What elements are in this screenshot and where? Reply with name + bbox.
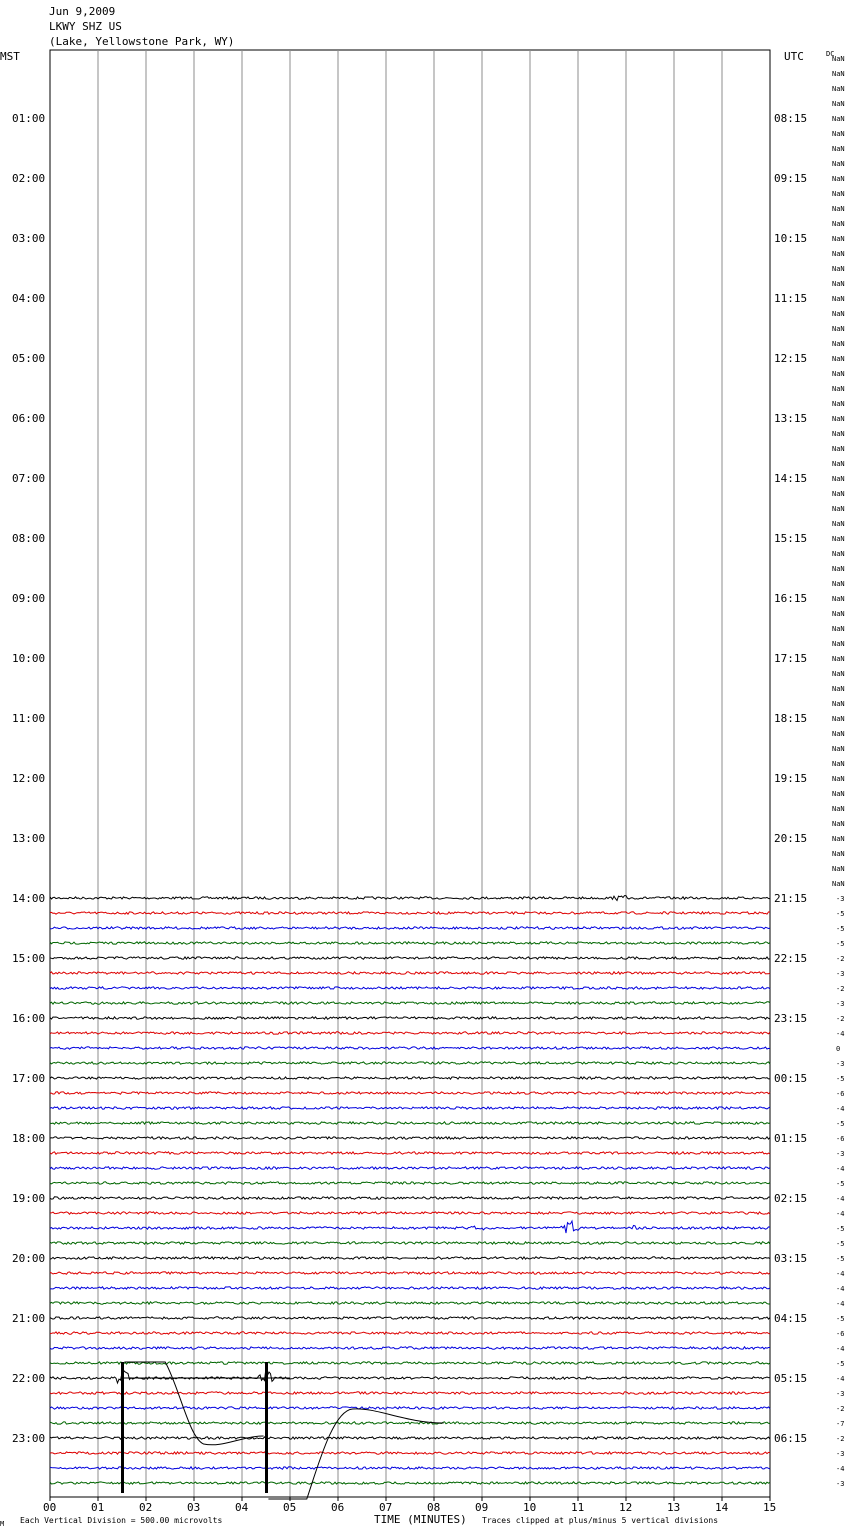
plot-frame	[50, 50, 770, 1497]
seismogram-trace	[50, 1212, 770, 1214]
left-hour-label: 04:00	[12, 292, 46, 305]
dc-offset-value: -3	[836, 1000, 845, 1008]
right-timezone-label: UTC	[784, 50, 804, 63]
dc-offset-value: NaN	[832, 235, 845, 243]
dc-offset-value: -6	[836, 1090, 845, 1098]
left-hour-label: 23:00	[12, 1432, 46, 1445]
x-tick-label: 15	[763, 1501, 777, 1514]
dc-offset-value: -5	[836, 925, 845, 933]
dc-offset-labels	[832, 55, 845, 1488]
left-hour-label: 18:00	[12, 1132, 46, 1145]
left-hour-labels	[12, 112, 45, 1445]
left-hour-label: 08:00	[12, 532, 46, 545]
seismogram-trace	[50, 1317, 770, 1319]
minute-grid	[98, 50, 722, 1497]
dc-offset-value: NaN	[832, 805, 845, 813]
right-hour-label: 17:15	[774, 652, 808, 665]
dc-offset-value: -4	[836, 1210, 845, 1218]
left-hour-label: 05:00	[12, 352, 46, 365]
seismogram-trace	[50, 1302, 770, 1304]
dc-offset-value: -5	[836, 1225, 845, 1233]
dc-offset-value: -4	[836, 1165, 845, 1173]
dc-offset-value: -2	[836, 1015, 845, 1023]
seismogram-trace	[50, 1257, 770, 1259]
trace-group	[50, 896, 770, 1499]
seismogram-trace	[50, 1332, 770, 1334]
right-hour-label: 01:15	[774, 1132, 808, 1145]
dc-offset-value: -4	[836, 1270, 845, 1278]
seismogram-trace	[50, 1197, 770, 1199]
dc-offset-value: -5	[836, 1120, 845, 1128]
dc-offset-value: NaN	[832, 535, 845, 543]
x-tick-label: 06	[331, 1501, 345, 1514]
clip-note: Traces clipped at plus/minus 5 vertical divisions	[482, 1516, 719, 1525]
seismogram-trace	[50, 1422, 770, 1424]
right-hour-label: 09:15	[774, 172, 808, 185]
header-date: Jun 9,2009	[49, 5, 116, 18]
dc-offset-value: -5	[836, 1315, 845, 1323]
dc-offset-value: NaN	[832, 295, 845, 303]
seismogram-trace	[50, 1002, 770, 1004]
seismogram-trace	[50, 1242, 770, 1244]
clipped-pulse	[265, 1362, 268, 1493]
header-station: LKWY SHZ US	[49, 20, 122, 33]
left-hour-label: 01:00	[12, 112, 46, 125]
dc-offset-value: 0	[836, 1045, 841, 1053]
seismogram-trace	[50, 1437, 770, 1439]
dc-offset-value: -4	[836, 1195, 845, 1203]
dc-offset-value: -5	[836, 1075, 845, 1083]
seismogram-trace	[50, 987, 770, 989]
seismogram-trace	[50, 957, 770, 959]
left-hour-label: 16:00	[12, 1012, 46, 1025]
left-hour-label: 20:00	[12, 1252, 46, 1265]
dc-offset-value: NaN	[832, 400, 845, 408]
dc-offset-value: NaN	[832, 460, 845, 468]
dc-offset-value: NaN	[832, 250, 845, 258]
dc-offset-value: -2	[836, 985, 845, 993]
right-hour-label: 06:15	[774, 1432, 808, 1445]
dc-offset-value: NaN	[832, 430, 845, 438]
dc-offset-value: NaN	[832, 160, 845, 168]
dc-offset-value: -5	[836, 940, 845, 948]
dc-offset-value: NaN	[832, 700, 845, 708]
dc-offset-value: NaN	[832, 820, 845, 828]
seismogram-trace	[50, 1452, 770, 1454]
dc-offset-value: NaN	[832, 640, 845, 648]
dc-offset-value: NaN	[832, 220, 845, 228]
dc-offset-value: -4	[836, 1300, 845, 1308]
dc-offset-value: -3	[836, 970, 845, 978]
x-axis-title: TIME (MINUTES)	[374, 1513, 467, 1526]
left-hour-label: 06:00	[12, 412, 46, 425]
dc-offset-value: -3	[836, 1060, 845, 1068]
seismogram-trace	[50, 1272, 770, 1274]
x-tick-label: 00	[43, 1501, 57, 1514]
dc-offset-value: NaN	[832, 265, 845, 273]
dc-offset-value: -2	[836, 1435, 845, 1443]
right-hour-label: 19:15	[774, 772, 808, 785]
dc-offset-value: NaN	[832, 190, 845, 198]
right-hour-label: 13:15	[774, 412, 808, 425]
dc-offset-value: -7	[836, 1420, 845, 1428]
right-hour-label: 23:15	[774, 1012, 808, 1025]
right-hour-label: 04:15	[774, 1312, 808, 1325]
right-hour-label: 16:15	[774, 592, 808, 605]
dc-offset-value: -5	[836, 910, 845, 918]
seismogram-trace	[50, 927, 770, 929]
right-hour-label: 21:15	[774, 892, 808, 905]
dc-offset-value: NaN	[832, 715, 845, 723]
dc-offset-value: -6	[836, 1330, 845, 1338]
seismogram-trace	[50, 1407, 770, 1409]
seismogram-trace	[50, 1122, 770, 1124]
x-tick-label: 14	[715, 1501, 729, 1514]
dc-offset-value: NaN	[832, 595, 845, 603]
dc-offset-value: NaN	[832, 55, 845, 63]
dc-offset-value: -3	[836, 1480, 845, 1488]
dc-offset-value: -4	[836, 1105, 845, 1113]
right-hour-label: 20:15	[774, 832, 808, 845]
dc-offset-value: NaN	[832, 445, 845, 453]
seismogram-trace	[50, 1221, 770, 1233]
x-tick-label: 04	[235, 1501, 249, 1514]
dc-offset-value: NaN	[832, 745, 845, 753]
right-hour-label: 00:15	[774, 1072, 808, 1085]
right-hour-label: 12:15	[774, 352, 808, 365]
dc-offset-value: -3	[836, 895, 845, 903]
right-hour-labels	[774, 112, 807, 1445]
left-hour-label: 02:00	[12, 172, 46, 185]
seismogram-trace	[50, 912, 770, 914]
x-tick-label: 11	[571, 1501, 585, 1514]
x-tick-label: 03	[187, 1501, 201, 1514]
left-hour-label: 13:00	[12, 832, 46, 845]
dc-offset-value: NaN	[832, 325, 845, 333]
seismogram-trace	[50, 896, 770, 901]
seismogram-trace	[50, 1368, 770, 1383]
dc-offset-value: -4	[836, 1030, 845, 1038]
left-hour-label: 10:00	[12, 652, 46, 665]
seismogram-trace	[50, 942, 770, 944]
dc-offset-value: NaN	[832, 550, 845, 558]
seismogram-trace	[50, 1167, 770, 1169]
left-hour-label: 03:00	[12, 232, 46, 245]
right-hour-label: 03:15	[774, 1252, 808, 1265]
x-tick-label: 10	[523, 1501, 537, 1514]
seismogram-trace	[50, 1392, 770, 1394]
seismogram-trace	[50, 1047, 770, 1049]
dc-offset-value: NaN	[832, 775, 845, 783]
x-tick-label: 13	[667, 1501, 681, 1514]
right-hour-label: 11:15	[774, 292, 808, 305]
dc-offset-value: NaN	[832, 670, 845, 678]
left-hour-label: 12:00	[12, 772, 46, 785]
seismogram-trace	[50, 1482, 770, 1484]
dc-offset-value: -3	[836, 1450, 845, 1458]
scale-note: Each Vertical Division = 500.00 microvolts	[20, 1516, 223, 1525]
dc-offset-value: NaN	[832, 490, 845, 498]
left-hour-label: 09:00	[12, 592, 46, 605]
left-hour-label: 11:00	[12, 712, 46, 725]
dc-offset-value: NaN	[832, 760, 845, 768]
dc-offset-header: DC	[826, 50, 835, 58]
right-hour-label: 08:15	[774, 112, 808, 125]
dc-offset-value: NaN	[832, 385, 845, 393]
right-hour-label: 10:15	[774, 232, 808, 245]
dc-offset-value: -4	[836, 1375, 845, 1383]
dc-offset-value: NaN	[832, 655, 845, 663]
x-tick-label: 12	[619, 1501, 633, 1514]
dc-offset-value: NaN	[832, 865, 845, 873]
left-hour-label: 21:00	[12, 1312, 46, 1325]
left-hour-label: 19:00	[12, 1192, 46, 1205]
dc-offset-value: NaN	[832, 625, 845, 633]
dc-offset-value: NaN	[832, 205, 845, 213]
right-hour-label: 15:15	[774, 532, 808, 545]
corner-mark: M	[0, 1520, 5, 1528]
dc-offset-value: -4	[836, 1465, 845, 1473]
dc-offset-value: NaN	[832, 310, 845, 318]
dc-offset-value: NaN	[832, 565, 845, 573]
dc-offset-value: NaN	[832, 610, 845, 618]
dc-offset-value: -5	[836, 1240, 845, 1248]
dc-offset-value: NaN	[832, 175, 845, 183]
seismogram-trace	[50, 1062, 770, 1064]
dc-offset-value: NaN	[832, 115, 845, 123]
left-hour-label: 22:00	[12, 1372, 46, 1385]
seismogram-trace	[50, 1347, 770, 1349]
dc-offset-value: -5	[836, 1180, 845, 1188]
dc-offset-value: -6	[836, 1135, 845, 1143]
seismogram-trace	[50, 972, 770, 974]
right-hour-label: 22:15	[774, 952, 808, 965]
dc-offset-value: NaN	[832, 340, 845, 348]
dc-offset-value: -3	[836, 1150, 845, 1158]
dc-offset-value: NaN	[832, 85, 845, 93]
x-axis	[43, 1497, 776, 1514]
seismogram-trace	[50, 1017, 770, 1019]
dc-offset-value: NaN	[832, 520, 845, 528]
left-timezone-label: MST	[0, 50, 20, 63]
dc-offset-value: NaN	[832, 850, 845, 858]
dc-offset-value: NaN	[832, 835, 845, 843]
x-tick-label: 09	[475, 1501, 489, 1514]
seismogram-trace	[50, 1107, 770, 1109]
dc-offset-value: NaN	[832, 580, 845, 588]
x-tick-label: 07	[379, 1501, 393, 1514]
seismogram-trace	[50, 1182, 770, 1184]
dc-offset-value: NaN	[832, 280, 845, 288]
dc-offset-value: -5	[836, 1360, 845, 1368]
dc-offset-value: NaN	[832, 790, 845, 798]
dc-offset-value: NaN	[832, 475, 845, 483]
seismogram-trace	[50, 1287, 770, 1289]
x-tick-label: 01	[91, 1501, 105, 1514]
left-hour-label: 17:00	[12, 1072, 46, 1085]
dc-offset-value: NaN	[832, 730, 845, 738]
seismogram-trace	[50, 1137, 770, 1139]
dc-offset-value: -3	[836, 1390, 845, 1398]
left-hour-label: 14:00	[12, 892, 46, 905]
left-hour-label: 15:00	[12, 952, 46, 965]
dc-offset-value: NaN	[832, 880, 845, 888]
left-hour-label: 07:00	[12, 472, 46, 485]
dc-offset-value: -4	[836, 1285, 845, 1293]
x-tick-label: 02	[139, 1501, 153, 1514]
x-tick-label: 08	[427, 1501, 441, 1514]
dc-offset-value: NaN	[832, 505, 845, 513]
dc-offset-value: NaN	[832, 370, 845, 378]
right-hour-label: 02:15	[774, 1192, 808, 1205]
dc-offset-value: NaN	[832, 415, 845, 423]
dc-offset-value: NaN	[832, 100, 845, 108]
header-location: (Lake, Yellowstone Park, WY)	[49, 35, 235, 48]
dc-offset-value: -2	[836, 1405, 845, 1413]
dc-offset-value: -5	[836, 1255, 845, 1263]
clipped-pulse	[121, 1362, 124, 1493]
seismogram-trace	[50, 1152, 770, 1154]
dc-offset-value: NaN	[832, 130, 845, 138]
dc-offset-value: NaN	[832, 685, 845, 693]
right-hour-label: 18:15	[774, 712, 808, 725]
dc-offset-value: NaN	[832, 145, 845, 153]
x-tick-label: 05	[283, 1501, 297, 1514]
dc-offset-value: NaN	[832, 70, 845, 78]
dc-offset-value: NaN	[832, 355, 845, 363]
seismogram-trace	[50, 1032, 770, 1034]
seismogram-trace	[50, 1467, 770, 1469]
right-hour-label: 14:15	[774, 472, 808, 485]
right-hour-label: 05:15	[774, 1372, 808, 1385]
seismogram-trace	[50, 1077, 770, 1079]
dc-offset-value: -2	[836, 955, 845, 963]
seismogram-trace	[50, 1092, 770, 1094]
dc-offset-value: -4	[836, 1345, 845, 1353]
